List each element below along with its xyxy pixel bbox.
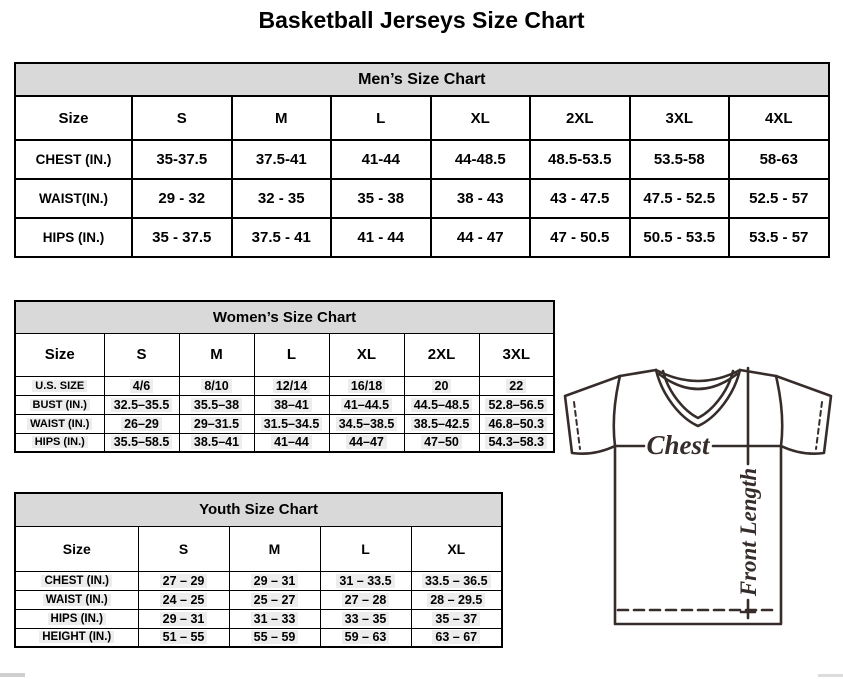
jersey-diagram: [556, 362, 840, 628]
cell-value: 12/14: [273, 379, 310, 393]
cell: [479, 376, 554, 395]
cell: [104, 414, 179, 433]
youth-row-hips: [15, 609, 502, 628]
row-label-text: WAIST (IN.): [27, 418, 92, 430]
cell: [229, 628, 320, 647]
cell: 53.5 - 57: [729, 218, 829, 257]
row-label: [15, 414, 104, 433]
col-header-xl: XL: [431, 96, 531, 140]
cell: [479, 395, 554, 414]
youth-row-chest: [15, 571, 502, 590]
front-length-label: Front Length: [736, 467, 761, 597]
cell-value: 35 – 37: [432, 612, 480, 626]
youth-column-header-row: [15, 526, 502, 571]
mens-table-title: Men’s Size Chart: [15, 63, 829, 96]
row-label: [15, 609, 138, 628]
cell-value: 31 – 33: [251, 612, 299, 626]
row-label-text: WAIST (IN.): [43, 594, 111, 606]
row-label-text: BUST (IN.): [30, 399, 90, 411]
cell-value: 51 – 55: [160, 630, 208, 644]
cell: [404, 433, 479, 452]
cell: 48.5-53.5: [530, 140, 630, 179]
mens-row-hips: [15, 218, 829, 257]
cell-value: 28 – 29.5: [427, 593, 485, 607]
cell: [138, 590, 229, 609]
cell-value: 31.5–34.5: [261, 417, 323, 431]
womens-table-title: Women’s Size Chart: [15, 301, 554, 333]
col-header-size: Size: [15, 96, 132, 140]
row-label: CHEST (IN.): [15, 140, 132, 179]
cell: 44 - 47: [431, 218, 531, 257]
cell: [104, 376, 179, 395]
cell-value: 35.5–58.5: [111, 435, 173, 449]
row-label-text: HIPS (IN.): [32, 436, 88, 448]
cell: 38 - 43: [431, 179, 531, 218]
jersey-outline: [565, 370, 831, 624]
cell: [329, 395, 404, 414]
cell: [329, 433, 404, 452]
col-header-2xl: 2XL: [404, 333, 479, 376]
cell-value: 29 – 31: [251, 574, 299, 588]
cell: [320, 628, 411, 647]
cell: [254, 395, 329, 414]
col-header-xl: XL: [329, 333, 404, 376]
cell: 35 - 38: [331, 179, 431, 218]
cell: [411, 609, 502, 628]
cell: [479, 414, 554, 433]
cell-value: 35.5–38: [191, 398, 242, 412]
cell: [411, 590, 502, 609]
scrollbar-fragment-right: [818, 674, 843, 677]
col-header-xl: XL: [411, 526, 502, 571]
scrollbar-fragment-left: [0, 673, 25, 677]
col-header-s: S: [138, 526, 229, 571]
cell-value: 22: [506, 379, 526, 393]
cell-value: 38–41: [271, 398, 312, 412]
mens-size-table: [14, 62, 830, 258]
cell: 50.5 - 53.5: [630, 218, 730, 257]
womens-title-row: [15, 301, 554, 333]
cell: [138, 609, 229, 628]
cell-value: 20: [432, 379, 452, 393]
cell-value: 55 – 59: [251, 630, 299, 644]
cell: [229, 609, 320, 628]
col-header-size: Size: [15, 333, 104, 376]
womens-row-bust: [15, 395, 554, 414]
cell: 37.5-41: [232, 140, 332, 179]
row-label: [15, 376, 104, 395]
cell-value: 52.8–56.5: [485, 398, 547, 412]
cell: [320, 571, 411, 590]
row-label-text: CHEST (IN.): [41, 575, 112, 587]
row-label: [15, 433, 104, 452]
cell-value: 32.5–35.5: [111, 398, 173, 412]
cell-value: 4/6: [130, 379, 153, 393]
cell: [138, 571, 229, 590]
row-label-text: HEIGHT (IN.): [39, 631, 114, 643]
cell-value: 27 – 28: [342, 593, 390, 607]
cell: 35-37.5: [132, 140, 232, 179]
cell: 29 - 32: [132, 179, 232, 218]
cell: [254, 414, 329, 433]
row-label: [15, 571, 138, 590]
cell-value: 54.3–58.3: [485, 435, 547, 449]
cell-value: 47–50: [421, 435, 462, 449]
cell: [404, 395, 479, 414]
cell: [320, 590, 411, 609]
cell-value: 34.5–38.5: [336, 417, 398, 431]
cell-value: 25 – 27: [251, 593, 299, 607]
row-label: [15, 395, 104, 414]
cell: 35 - 37.5: [132, 218, 232, 257]
cell-value: 44–47: [346, 435, 387, 449]
womens-column-header-row: [15, 333, 554, 376]
cell: 47.5 - 52.5: [630, 179, 730, 218]
youth-row-waist: [15, 590, 502, 609]
cell: 44-48.5: [431, 140, 531, 179]
cell-value: 41–44.5: [341, 398, 392, 412]
row-label: [15, 628, 138, 647]
cell-value: 38.5–42.5: [411, 417, 473, 431]
youth-title-row: [15, 493, 502, 526]
col-header-m: M: [229, 526, 320, 571]
cell-value: 44.5–48.5: [411, 398, 473, 412]
cell-value: 33.5 – 36.5: [422, 574, 491, 588]
cell: [179, 414, 254, 433]
cell: 41-44: [331, 140, 431, 179]
cell: [179, 433, 254, 452]
col-header-s: S: [104, 333, 179, 376]
col-header-l: L: [331, 96, 431, 140]
cell: [479, 433, 554, 452]
row-label: HIPS (IN.): [15, 218, 132, 257]
cell: 47 - 50.5: [530, 218, 630, 257]
cell: [254, 376, 329, 395]
cell: [229, 590, 320, 609]
chest-label: Chest: [646, 430, 710, 460]
row-label: WAIST(IN.): [15, 179, 132, 218]
col-header-m: M: [232, 96, 332, 140]
cell: 53.5-58: [630, 140, 730, 179]
cell: [254, 433, 329, 452]
col-header-3xl: 3XL: [479, 333, 554, 376]
cell: [138, 628, 229, 647]
cell: [104, 395, 179, 414]
mens-column-header-row: [15, 96, 829, 140]
cell-value: 63 – 67: [432, 630, 480, 644]
col-header-m: M: [179, 333, 254, 376]
cell: [179, 376, 254, 395]
cell: [411, 628, 502, 647]
womens-row-us-size: [15, 376, 554, 395]
cell: [329, 376, 404, 395]
cell-value: 59 – 63: [342, 630, 390, 644]
cell: [104, 433, 179, 452]
cell: [320, 609, 411, 628]
cell-value: 27 – 29: [160, 574, 208, 588]
cell-value: 26–29: [121, 417, 162, 431]
cell-value: 29 – 31: [160, 612, 208, 626]
cell: 58-63: [729, 140, 829, 179]
col-header-2xl: 2XL: [530, 96, 630, 140]
row-label: [15, 590, 138, 609]
row-label-text: U.S. SIZE: [32, 380, 87, 392]
cell-value: 46.8–50.3: [485, 417, 547, 431]
mens-row-chest: [15, 140, 829, 179]
mens-title-row: [15, 63, 829, 96]
youth-table-title: Youth Size Chart: [15, 493, 502, 526]
cell: 52.5 - 57: [729, 179, 829, 218]
cell-value: 38.5–41: [191, 435, 242, 449]
cell-value: 24 – 25: [160, 593, 208, 607]
cell: [411, 571, 502, 590]
cell: 41 - 44: [331, 218, 431, 257]
youth-size-table: [14, 492, 503, 648]
cell: [229, 571, 320, 590]
cell: 37.5 - 41: [232, 218, 332, 257]
col-header-size: Size: [15, 526, 138, 571]
cell-value: 41–44: [271, 435, 312, 449]
page-title: Basketball Jerseys Size Chart: [258, 7, 585, 33]
cell-value: 16/18: [348, 379, 385, 393]
col-header-l: L: [254, 333, 329, 376]
cell: 32 - 35: [232, 179, 332, 218]
cell-value: 33 – 35: [342, 612, 390, 626]
cell-value: 31 – 33.5: [336, 574, 394, 588]
cell-value: 8/10: [201, 379, 231, 393]
cell: [329, 414, 404, 433]
col-header-s: S: [132, 96, 232, 140]
youth-row-height: [15, 628, 502, 647]
womens-row-waist: [15, 414, 554, 433]
cell: [179, 395, 254, 414]
cell: 43 - 47.5: [530, 179, 630, 218]
col-header-4xl: 4XL: [729, 96, 829, 140]
col-header-l: L: [320, 526, 411, 571]
cell-value: 29–31.5: [191, 417, 242, 431]
col-header-3xl: 3XL: [630, 96, 730, 140]
cell: [404, 376, 479, 395]
womens-size-table: [14, 300, 555, 453]
mens-row-waist: [15, 179, 829, 218]
row-label-text: HIPS (IN.): [48, 613, 106, 625]
womens-row-hips: [15, 433, 554, 452]
cell: [404, 414, 479, 433]
